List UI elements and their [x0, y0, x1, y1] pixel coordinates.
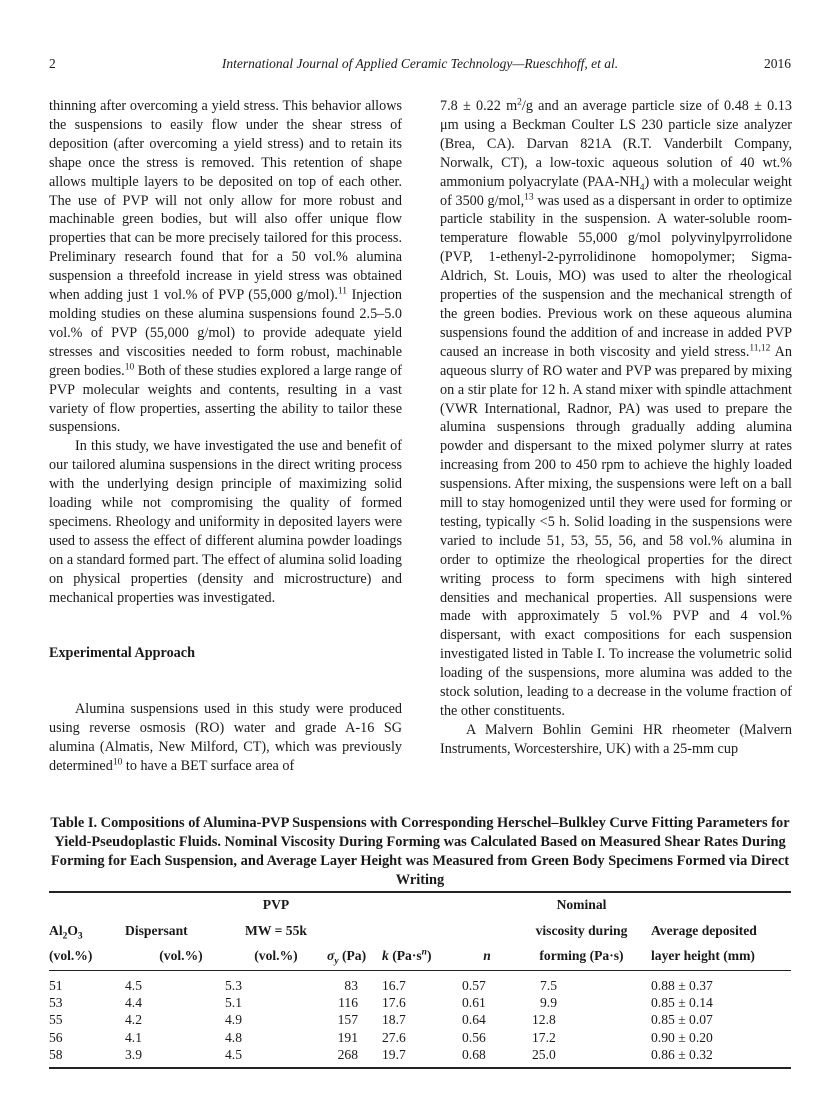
- table-row: 55 4.2 4.9 157 18.7 0.64 12.8 0.85 ± 0.07: [49, 1012, 713, 1028]
- paragraph-rheometer: A Malvern Bohlin Gemini HR rheometer (Malvern Instruments, Worcestershire, UK) with a 25-mm cup: [440, 721, 792, 757]
- citation: 10: [112, 757, 123, 768]
- header-k: k $(Pa\cdot s^n)$: [382, 944, 462, 970]
- citation: 13: [524, 191, 534, 202]
- paragraph-materials-continued: 7.8 ± 0.22 $m^2/g$ and an average particle size of 0.48 ± 0.13 μm using a Beckman Coulter LS 230 particle size analyzer (Brea, CA). Darvan 821A (R.T. Vanderbilt Company, Norwalk, CT), a low-toxic aqueous solution of 40 wt.% ammonium polyacrylate $(PAA-NH_4)$ with a molecular weight of 3500 g/mol,$^{13}$ was used as a dispersant in order to optimize particle stability in the suspension. A water-soluble room-temperature flowable 55,000 g/mol polyvinylpyrrolidone (PVP, 1-ethenyl-2-pyrrolidinone homopolymer; Sigma-Aldrich, St. Louis, MO) was used to alter the rheological properties of the suspension and the mechanical strength of the green bodies. Previous work on these aqueous alumina suspensions found the addition of and increase in added PVP caused an increase in both viscosity and yield stress.$^{11,12}$ An aqueous slurry of RO water and PVP was prepared by mixing on a stir plate for 12 h. A stand mixer with spindle attachment (VWR International, Radnor, PA) was used to prepare the alumina suspensions through gradually adding alumina powder and dispersant to the mixed polymer slurry at rates increasing from 200 to 450 rpm to achieve the highly loaded suspensions. After mixing, the suspensions were left on a ball mill to stay homogenized until they were used for forming or testing, typically <5 h. Solid loading in the suspensions were varied to include 51, 53, 55, 56, and 58 vol.% alumina in order to optimize the rheological properties for the direct writing process to form specimens with high sintered densities and mechanical properties. All suspensions were made with approximately 5 vol.% PVP and 4 vol.% dispersant, with exact compositions for each suspension investigated listed in Table I. To increase the volumetric solid loading of the suspensions, more alumina was added to the stock solution, leading to a decrease in the volume fraction of the other constituents.: [440, 97, 792, 719]
- running-title: International Journal of Applied Ceramic Technology—Rueschhoff, et al.: [221, 56, 619, 71]
- header-viscosity: Nominal: [512, 892, 651, 919]
- table-row: 58 3.9 4.5 268 19.7 0.68 25.0 0.86 ± 0.32: [49, 1046, 791, 1067]
- table-row: 53 4.4 5.1 116 17.6 0.61 9.9 0.85 ± 0.14: [49, 994, 713, 1010]
- page-header: [49, 56, 791, 74]
- paragraph-intro-continued: thinning after overcoming a yield stress. This behavior allows the suspensions to easily flow under the shear stress of deposition (after overcoming a yield stress) and to retain its shape once the stress is removed. This retention of shape allows multiple layers to be deposited on top of each other. The use of PVP will not only allow for more robust and machinable green bodies, but will also offer unique flow properties that can be more precisely tailored for this process. Preliminary research found that for a 50 vol.% alumina suspension a threefold increase in yield stress was obtained when adding just 1 vol.% of PVP (55,000 g/mol).$^{11}$ Injection molding studies on these alumina suspensions found 2.5–5.0 vol.% of PVP (55,000 g/mol) to provide adequate yield stresses and viscosities needed to form robust, machinable green bodies.$^{10}$ Both of these studies explored a large range of PVP molecular weights and contents, resulting in a vast variety of flow properties, asserting the ability to tailor these suspensions.: [49, 98, 402, 436]
- right-column: [440, 97, 792, 759]
- header-alumina: $Al_2O_3$: [49, 922, 83, 942]
- table-row: 51 4.5 5.3 83 16.7 0.57 7.5 0.88 ± 0.37: [49, 977, 713, 993]
- citation: 10: [124, 361, 135, 372]
- header-dispersant: Dispersant: [125, 922, 188, 938]
- left-column: [49, 97, 402, 776]
- year: 2016: [764, 56, 791, 71]
- paragraph-study-aim: In this study, we have investigated the use and benefit of our tailored alumina suspensions in the direct writing process with the underlying design principle of maximizing solid loading while not compromising the quality of formed specimens. Rheology and uniformity in deposited layers were used to assess the effect of different alumina powder loadings on a standard formed part. The effect of alumina solid loading on physical properties (density and microstructure) and mechanical properties was investigated.: [49, 438, 402, 606]
- citation: 11,12: [749, 343, 771, 354]
- table-caption: Table I. Compositions of Alumina-PVP Suspensions with Corresponding Herschel–Bulkley Curve Fitting Parameters for Yield-Pseudoplastic Fluids. Nominal Viscosity During Forming was Calculated Based on Measured Shear Rates During Forming for Each Suspension, and Average Layer Height was Measured from Green Body Specimens Formed via Direct Writing: [50, 815, 790, 888]
- header-pvp: PVP: [225, 892, 327, 919]
- citation: 11: [337, 286, 348, 297]
- paragraph-materials: Alumina suspensions used in this study were produced using reverse osmosis (RO) water and grade A-16 SG alumina (Almatis, New Milford, CT), which was previously determined$^{10}$ to have a BET surface area of: [49, 701, 402, 775]
- table-row: 56 4.1 4.8 191 27.6 0.56 17.2 0.90 ± 0.20: [49, 1029, 713, 1045]
- header-layer-height: Average deposited: [651, 922, 757, 938]
- page-number: 2: [49, 56, 56, 71]
- header-n: n: [462, 944, 512, 970]
- header-yield-stress: $\sigma_y$ (Pa): [327, 944, 382, 970]
- composition-table: PVP Nominal $Al_2O_3$ Dispersant MW = 55k viscosity during Average deposited (vol.%) (vol.%) (vol.%) $\sigma_y$ (Pa) k $(Pa\cdot s^n)$ n forming (Pa·s) layer height (mm) 51 4.5 5.3 83 16.7 0.57 7.5 0.88 ± 0.37 53 4.4 5.1 116 17.6 0.61 9.9 0.85 ± 0.14 55 4.2 4.9 157 18.7 0.64 12.8 0.85 ± 0.07 56 4.1 4.8 191 27.6 0.56 17.2 0.90 ± 0.20 58 3.9 4.5 268 19.7 0.68 25.0 0.86 ± 0.32: [49, 891, 791, 1069]
- section-heading: Experimental Approach: [49, 645, 195, 662]
